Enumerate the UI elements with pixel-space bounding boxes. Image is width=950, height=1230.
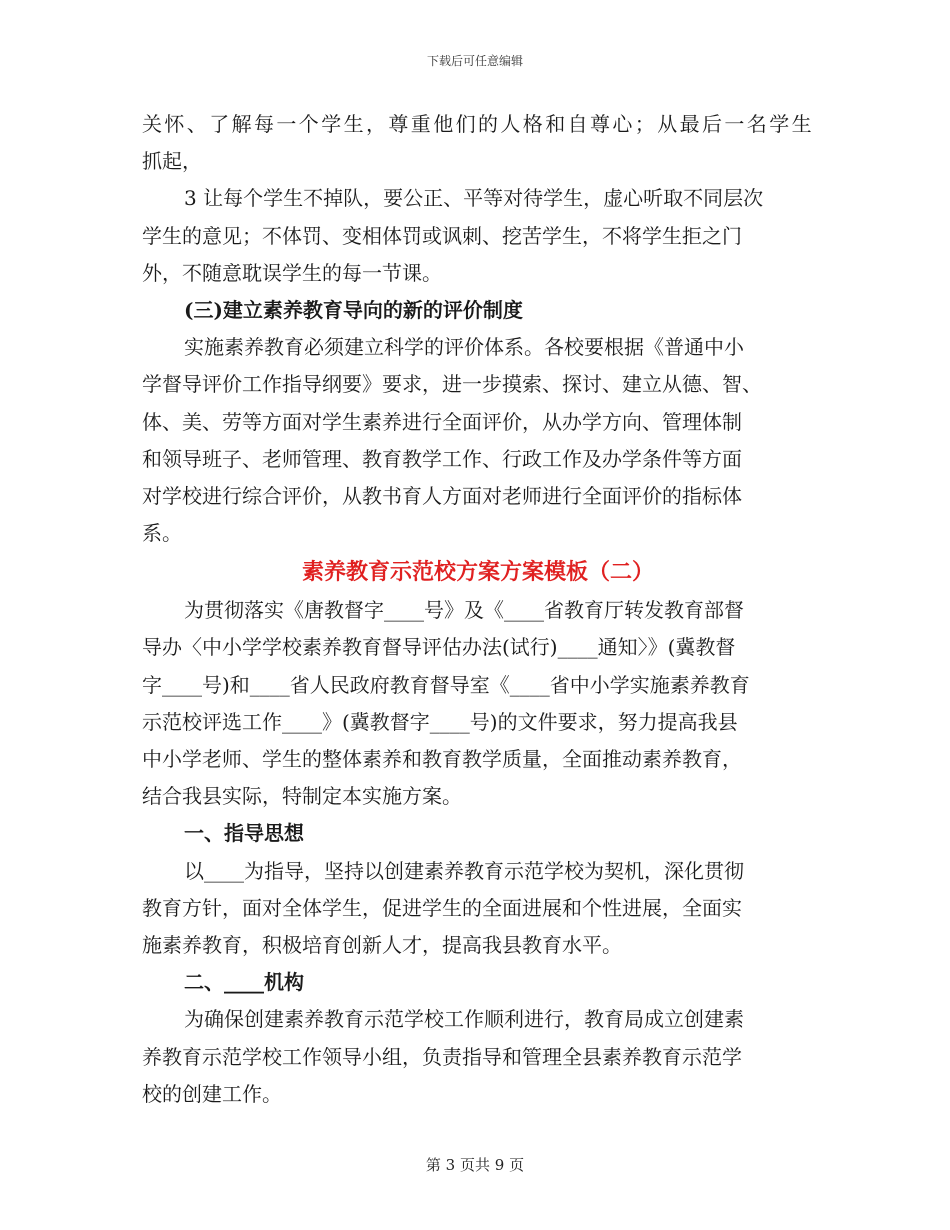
paragraph-line: 3 让每个学生不掉队，要公正、平等对待学生，虚心听取不同层次 — [184, 186, 764, 211]
paragraph-line: 学生的意见；不体罚、变相体罚或讽刺、挖苦学生，不将学生拒之门 — [142, 223, 742, 248]
paragraph-line: 校的创建工作。 — [142, 1081, 282, 1106]
paragraph-line: 中小学老师、学生的整体素养和教育教学质量，全面推动素养教育， — [142, 747, 742, 771]
paragraph-line: 和领导班子、老师管理、教育教学工作、行政工作及办学条件等方面 — [142, 446, 742, 471]
paragraph-line: 系。 — [142, 521, 182, 546]
paragraph-line: 字____号)和____省人民政府教育督导室《____省中小学实施素养教育 — [142, 672, 750, 697]
section-heading: 一、指导思想 — [184, 821, 304, 846]
paragraph-line: 对学校进行综合评价，从教书育人方面对老师进行全面评价的指标体 — [142, 483, 742, 508]
section-heading: (三)建立素养教育导向的新的评价制度 — [184, 297, 523, 322]
paragraph-line: 结合我县实际，特制定本实施方案。 — [142, 784, 462, 809]
paragraph-line: 示范校评选工作____》(冀教督字____号)的文件要求，努力提高我县 — [142, 709, 738, 734]
paragraph-line: 导办〈中小学学校素养教育督导评估办法(试行)____通知〉》(冀教督 — [142, 635, 736, 660]
paragraph-line: 体、美、劳等方面对学生素养进行全面评价，从办学方向、管理体制 — [142, 409, 742, 434]
paragraph-line: 施素养教育，积极培育创新人才，提高我县教育水平。 — [142, 932, 622, 957]
paragraph-line: 学督导评价工作指导纲要》要求，进一步摸索、探讨、建立从德、智、 — [142, 372, 762, 397]
paragraph-line: 为贯彻落实《唐教督字____号》及《____省教育厅转发教育部督 — [184, 598, 744, 623]
paragraph-line: 为确保创建素养教育示范学校工作顺利进行，教育局成立创建素 — [184, 1007, 744, 1032]
paragraph-line: 外，不随意耽误学生的每一节课。 — [142, 260, 442, 285]
page-header: 下载后可任意编辑 — [426, 54, 523, 68]
paragraph-line: 以____为指导，坚持以创建素养教育示范学校为契机，深化贯彻 — [184, 858, 744, 883]
document-body — [142, 106, 814, 1113]
paragraph-line: 实施素养教育必须建立科学的评价体系。各校要根据《普通中小 — [184, 335, 744, 360]
document-title: 素养教育示范校方案方案模板（二） — [301, 559, 654, 586]
paragraph-line: 关怀、了解每一个学生，尊重他们的人格和自尊心；从最后一名学生 — [142, 112, 814, 136]
paragraph-line: 抓起， — [142, 149, 202, 174]
page-footer: 第 3 页共 9 页 — [425, 1156, 525, 1174]
paragraph-line: 教育方针，面对全体学生，促进学生的全面进展和个性进展，全面实 — [142, 895, 742, 920]
section-heading: 二、____机构 — [184, 970, 304, 995]
paragraph-line: 养教育示范学校工作领导小组，负责指导和管理全县素养教育示范学 — [142, 1044, 742, 1069]
